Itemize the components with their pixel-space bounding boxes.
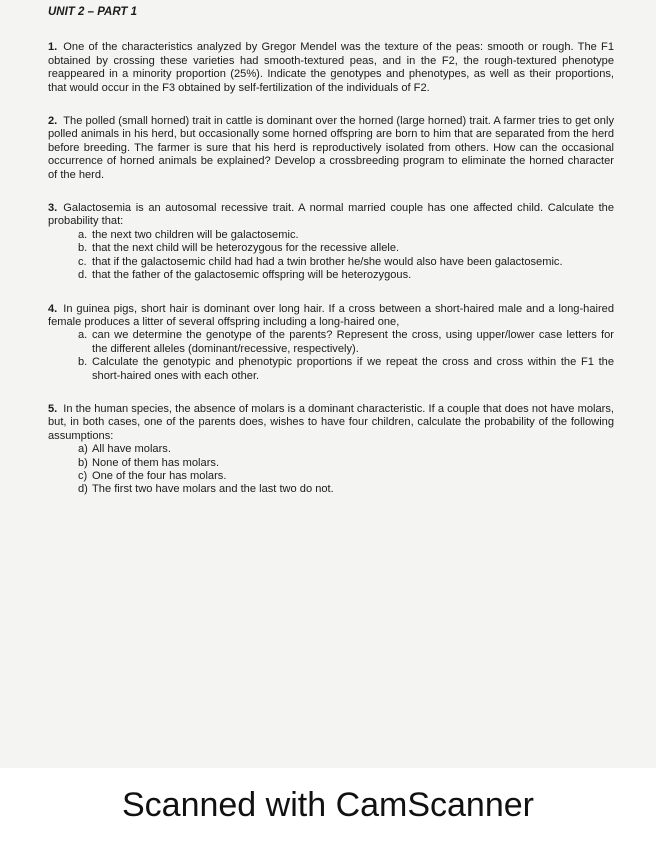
list-item xyxy=(78,256,614,269)
question-3 xyxy=(48,202,614,282)
list-item xyxy=(78,470,614,483)
question-text: Galactosemia is an autosomal recessive trait. A normal married couple has one affected child. Calculate the probability that: xyxy=(48,202,614,228)
subitem-text: that the father of the galactosemic offspring will be heterozygous. xyxy=(92,269,412,282)
subitem-text: the next two children will be galactosemic. xyxy=(92,228,299,241)
list-item xyxy=(78,483,614,496)
scanner-footer xyxy=(0,768,656,848)
subitem-marker: a. xyxy=(78,228,88,241)
question-5-body xyxy=(48,403,614,443)
question-3-body xyxy=(48,202,614,229)
question-1-body xyxy=(48,41,614,95)
question-number: 5. xyxy=(48,402,58,415)
subitem-marker: d. xyxy=(78,269,88,282)
question-4 xyxy=(48,303,614,383)
question-text: In the human species, the absence of molars is a dominant characteristic. If a couple that does not have molars, but, in both cases, one of the parents does, wishes to have four children, calculate the probability of the following assumptions: xyxy=(48,402,614,442)
list-item xyxy=(78,329,614,356)
subitem-marker: d) xyxy=(78,483,88,496)
question-number: 3. xyxy=(48,202,58,215)
subitem-marker: b) xyxy=(78,456,88,469)
question-5 xyxy=(48,403,614,497)
unit-title: UNIT 2 – PART 1 xyxy=(48,6,138,18)
list-item xyxy=(78,443,614,456)
subitem-marker: a. xyxy=(78,329,88,342)
list-item xyxy=(78,356,614,383)
question-4-body xyxy=(48,303,614,330)
question-text: The polled (small horned) trait in cattle is dominant over the horned (large horned) trait. A farmer tries to get only polled animals in his herd, but occasionally some horned offspring are born to him that are separated from the herd before breeding. The farmer is sure that his herd is reproductively isolated from others. How can the occasional occurrence of horned animals be explained? Develop a crossbreeding program to eliminate the horned character of the herd. xyxy=(48,115,614,181)
question-1 xyxy=(48,41,614,95)
subitem-text: The first two have molars and the last two do not. xyxy=(92,483,334,496)
list-item xyxy=(78,457,614,470)
subitem-text: All have molars. xyxy=(92,443,171,456)
question-number: 2. xyxy=(48,115,58,128)
question-text: In guinea pigs, short hair is dominant over long hair. If a cross between a short-haired male and a long-haired female produces a litter of several offspring including a long-haired one, xyxy=(48,302,614,328)
question-text: One of the characteristics analyzed by Gregor Mendel was the texture of the peas: smooth or rough. The F1 obtained by crossing these varieties had smooth-textured peas, and in the F2, the rough-textured phenotype reappeared in a minority proportion (25%). Indicate the genotypes and phenotypes, as well as their proportions, that would occur in the F3 obtained by self-fertilization of the individuals of F2. xyxy=(48,41,614,94)
document-content xyxy=(48,6,614,517)
list-item xyxy=(78,269,614,282)
list-item xyxy=(78,229,614,242)
question-number: 4. xyxy=(48,302,58,315)
question-number: 1. xyxy=(48,41,58,54)
subitem-marker: c. xyxy=(78,255,87,268)
subitem-text: can we determine the genotype of the parents? Represent the cross, using upper/lower case letters for the different alleles (dominant/recessive, respectively). xyxy=(92,329,614,355)
subitem-marker: b. xyxy=(78,242,88,255)
question-2 xyxy=(48,115,614,182)
subitem-text: Calculate the genotypic and phenotypic proportions if we repeat the cross and cross within the F1 the short-haired ones with each other. xyxy=(92,356,614,382)
subitem-text: that if the galactosemic child had had a twin brother he/she would also have been galactosemic. xyxy=(92,255,563,268)
scanner-watermark: Scanned with CamScanner xyxy=(121,786,534,824)
subitem-marker: c) xyxy=(78,469,88,482)
subitem-text: that the next child will be heterozygous for the recessive allele. xyxy=(92,242,400,255)
question-5-subitems xyxy=(48,443,614,497)
question-2-body xyxy=(48,115,614,182)
subitem-text: One of the four has molars. xyxy=(92,469,227,482)
list-item xyxy=(78,242,614,255)
subitem-marker: b. xyxy=(78,356,88,369)
subitem-marker: a) xyxy=(78,443,88,456)
question-4-subitems xyxy=(48,329,614,383)
question-3-subitems xyxy=(48,229,614,283)
subitem-text: None of them has molars. xyxy=(92,456,220,469)
